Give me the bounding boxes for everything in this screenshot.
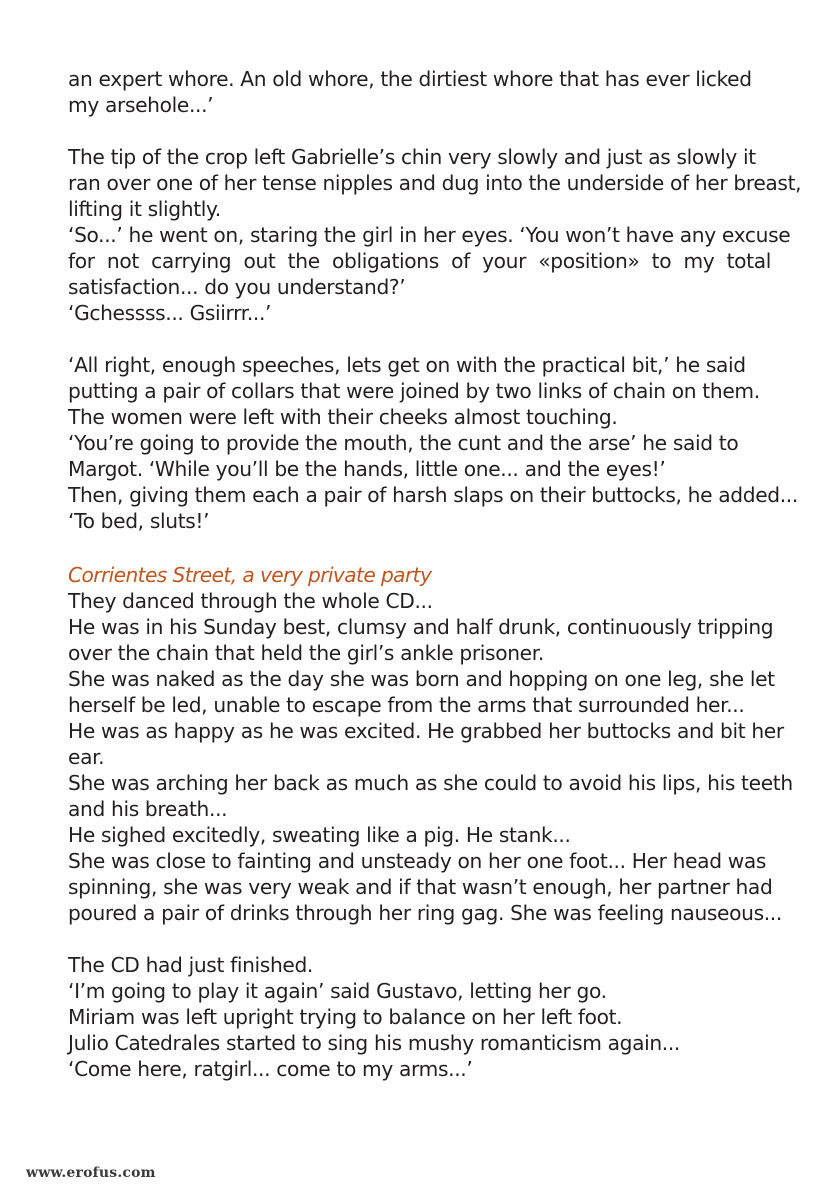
text-line: She was arching her back as much as she could to avoid his lips, his teeth <box>68 771 793 795</box>
document-page <box>68 66 802 1082</box>
text-line: putting a pair of collars that were joined by two links of chain on them. <box>68 379 760 403</box>
text-line: ran over one of her tense nipples and dug into the underside of her breast, <box>68 171 802 195</box>
paragraph <box>68 66 771 118</box>
text-line: for not carrying out the obligations of your «position» to my total <box>68 249 771 273</box>
text-line: ‘All right, enough speeches, lets get on with the practical bit,’ he said <box>68 353 746 377</box>
text-line: herself be led, unable to escape from the arms that surrounded her... <box>68 693 745 717</box>
text-line: ‘I’m going to play it again’ said Gustavo, letting her go. <box>68 979 607 1003</box>
text-line: She was naked as the day she was born and hopping on one leg, she let <box>68 667 775 691</box>
text-line: ‘To bed, sluts!’ <box>68 509 210 533</box>
text-line: ‘You’re going to provide the mouth, the cunt and the arse’ he said to <box>68 431 739 455</box>
text-line: over the chain that held the girl’s ankle prisoner. <box>68 641 544 665</box>
paragraph <box>68 588 793 926</box>
paragraph <box>68 352 798 534</box>
text-line: Julio Catedrales started to sing his mushy romanticism again... <box>68 1031 680 1055</box>
text-line: ear. <box>68 745 105 769</box>
text-line: ‘Gchessss... Gsiirrr...’ <box>68 301 272 325</box>
text-line: They danced through the whole CD... <box>68 589 433 613</box>
text-line: The CD had just finished. <box>68 953 314 977</box>
text-line: lifting it slightly. <box>68 197 221 221</box>
text-line: He was as happy as he was excited. He grabbed her buttocks and bit her <box>68 719 784 743</box>
text-line: The women were left with their cheeks almost touching. <box>68 405 618 429</box>
text-line: He was in his Sunday best, clumsy and half drunk, continuously tripping <box>68 615 774 639</box>
text-line: Then, giving them each a pair of harsh slaps on their buttocks, he added... <box>68 483 798 507</box>
text-line: satisfaction... do you understand?’ <box>68 275 406 299</box>
text-line: ‘So...’ he went on, staring the girl in her eyes. ‘You won’t have any excuse <box>68 223 791 247</box>
paragraph <box>68 952 771 1082</box>
text-line: Margot. ‘While you’ll be the hands, little one... and the eyes!’ <box>68 457 666 481</box>
site-watermark: www.erofus.com <box>26 1165 156 1181</box>
text-line: poured a pair of drinks through her ring gag. She was feeling nauseous... <box>68 901 782 925</box>
paragraph <box>68 144 802 326</box>
text-line: The tip of the crop left Gabrielle’s chin very slowly and just as slowly it <box>68 145 756 169</box>
text-line: an expert whore. An old whore, the dirtiest whore that has ever licked <box>68 67 752 91</box>
text-line: Miriam was left upright trying to balance on her left foot. <box>68 1005 623 1029</box>
text-line: spinning, she was very weak and if that wasn’t enough, her partner had <box>68 875 773 899</box>
text-line: my arsehole...’ <box>68 93 214 117</box>
text-line: She was close to fainting and unsteady on her one foot... Her head was <box>68 849 767 873</box>
section-heading: Corrientes Street, a very private party <box>68 563 432 587</box>
text-line: He sighed excitedly, sweating like a pig. He stank... <box>68 823 571 847</box>
text-line: and his breath... <box>68 797 228 821</box>
text-line: ‘Come here, ratgirl... come to my arms...’ <box>68 1057 473 1081</box>
